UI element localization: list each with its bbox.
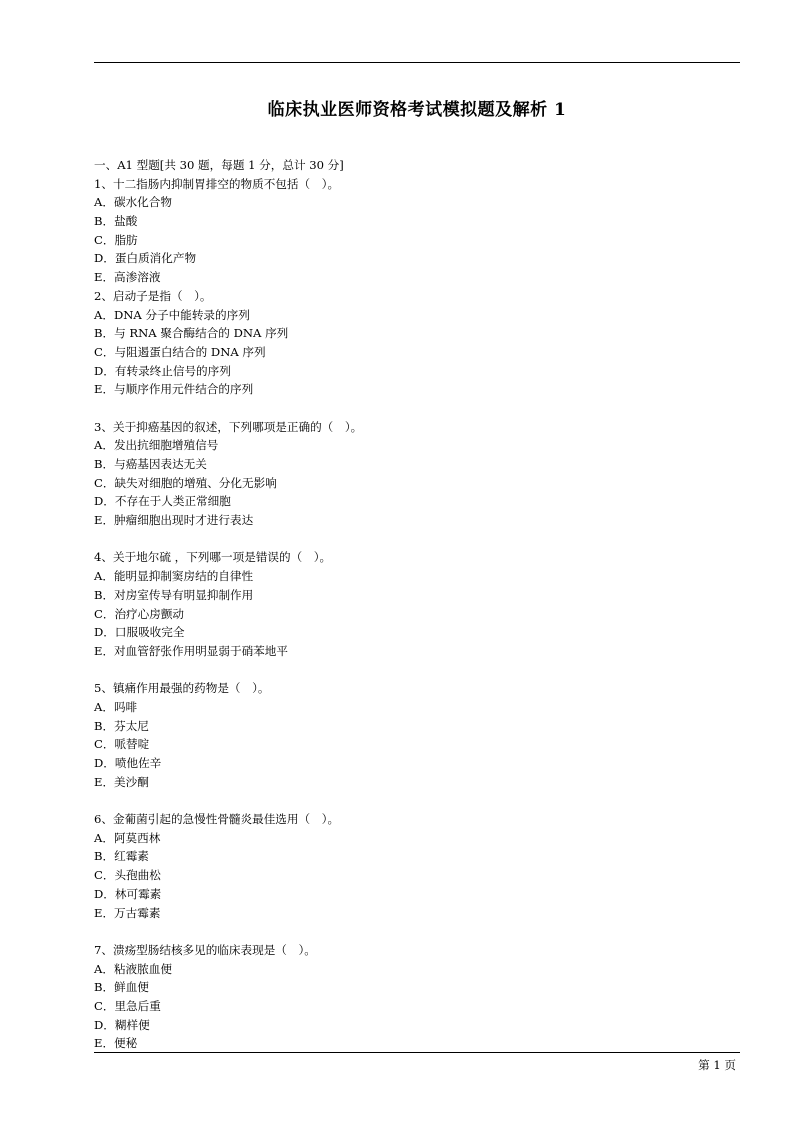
answer-option: D．林可霉素: [94, 886, 162, 901]
answer-option: B．鲜血便: [94, 980, 149, 995]
answer-option: C．里急后重: [94, 998, 161, 1013]
answer-option: D．有转录终止信号的序列: [94, 363, 231, 378]
answer-option: C．哌替啶: [94, 737, 150, 752]
answer-option: D．不存在于人类正常细胞: [94, 494, 231, 509]
question-stem: 4、关于地尔硫 ，下列哪一项是错误的（ ）。: [94, 550, 332, 565]
footer-rule: [94, 1052, 740, 1053]
answer-option: A．DNA 分子中能转录的序列: [94, 307, 250, 322]
question-stem: 6、金葡菌引起的急慢性骨髓炎最佳选用（ ）。: [94, 812, 340, 827]
question-stem: 5、镇痛作用最强的药物是（ ）。: [94, 681, 270, 696]
page-number: 第 1 页: [698, 1058, 736, 1072]
answer-option: E．肿瘤细胞出现时才进行表达: [94, 513, 254, 528]
document-body: [94, 156, 734, 1053]
answer-option: D．糊样便: [94, 1017, 150, 1032]
answer-option: E．对血管舒张作用明显弱于硝苯地平: [94, 643, 288, 658]
answer-option: C．脂肪: [94, 232, 138, 247]
spacer: [94, 399, 734, 418]
answer-option: A．能明显抑制窦房结的自律性: [94, 569, 254, 584]
answer-option: E．与顺序作用元件结合的序列: [94, 382, 254, 397]
spacer: [94, 922, 734, 941]
spacer: [94, 791, 734, 810]
question-stem: 7、溃疡型肠结核多见的临床表现是（ ）。: [94, 942, 316, 957]
answer-option: E．便秘: [94, 1036, 138, 1051]
section-header: 一、A1 型题[共 30 题，每题 1 分，总计 30 分]: [94, 158, 344, 172]
answer-option: D．口服吸收完全: [94, 625, 185, 640]
answer-option: B．与 RNA 聚合酶结合的 DNA 序列: [94, 326, 289, 341]
answer-option: A．粘液脓血便: [94, 961, 172, 976]
answer-option: B．红霉素: [94, 849, 149, 864]
answer-option: A．阿莫西林: [94, 830, 161, 845]
answer-option: D．蛋白质消化产物: [94, 251, 197, 266]
answer-option: C．头孢曲松: [94, 868, 161, 883]
answer-option: B．盐酸: [94, 214, 138, 229]
header-rule: [94, 62, 740, 63]
document-title: 临床执业医师资格考试模拟题及解析 1: [267, 100, 567, 120]
answer-option: B．芬太尼: [94, 718, 149, 733]
answer-option: A．吗啡: [94, 699, 138, 714]
answer-option: E．美沙酮: [94, 774, 149, 789]
answer-option: D．喷他佐辛: [94, 756, 162, 770]
answer-option: E．万古霉素: [94, 905, 161, 920]
answer-option: C．缺失对细胞的增殖、分化无影响: [94, 475, 277, 490]
answer-option: A．碳水化合物: [94, 195, 172, 210]
answer-option: B．与癌基因表达无关: [94, 457, 207, 471]
answer-option: B．对房室传导有明显抑制作用: [94, 587, 254, 602]
spacer: [94, 661, 734, 680]
question-stem: 1、十二指肠内抑制胃排空的物质不包括（ ）。: [94, 176, 340, 191]
answer-option: A．发出抗细胞增殖信号: [94, 438, 219, 453]
answer-option: C．与阻遏蛋白结合的 DNA 序列: [94, 344, 266, 359]
spacer: [94, 530, 734, 549]
answer-option: C．治疗心房颤动: [94, 606, 185, 621]
question-stem: 3、关于抑癌基因的叙述，下列哪项是正确的（ ）。: [94, 419, 363, 434]
question-stem: 2、启动子是指（ ）。: [94, 288, 212, 303]
answer-option: E．高渗溶液: [94, 270, 161, 285]
